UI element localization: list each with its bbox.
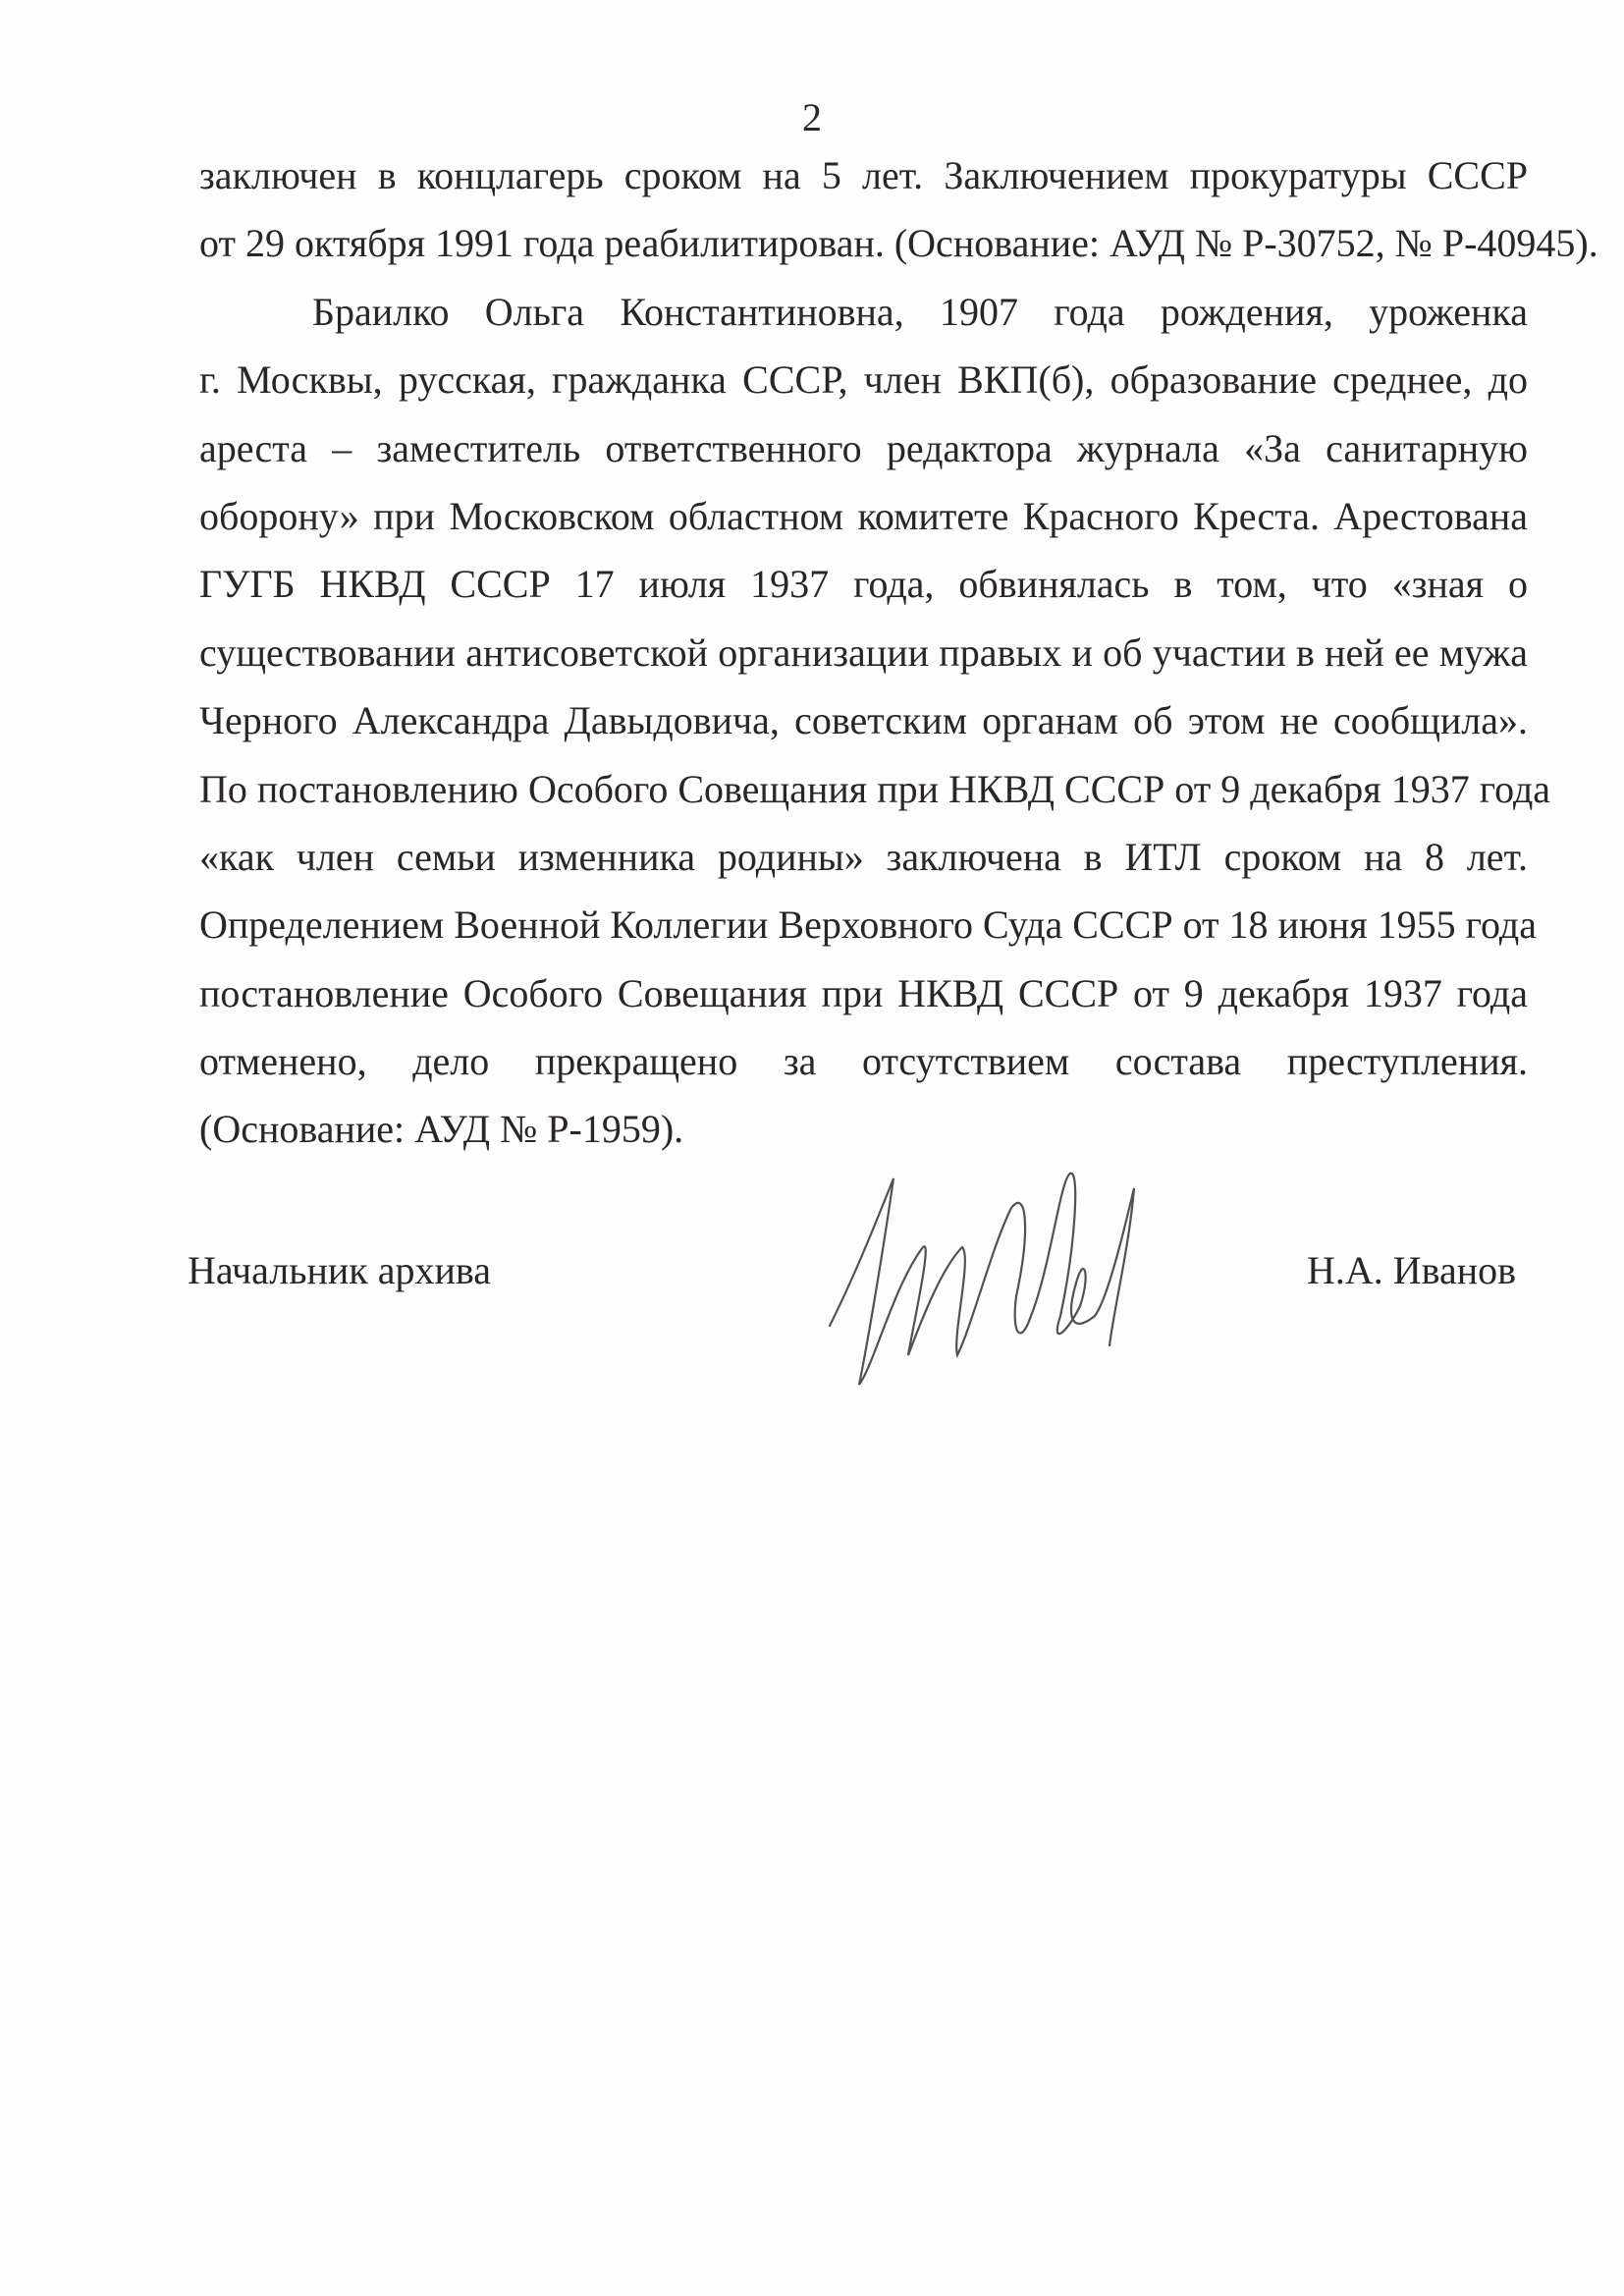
page-number: 2 (802, 95, 822, 139)
document-body (199, 141, 1598, 1164)
text-line: (Основание: АУД № Р-1959). (199, 1107, 684, 1152)
text-line: ареста – заместитель ответственного редактора журнала «За санитарную (199, 425, 1528, 470)
text-line: ГУГБ НКВД СССР 17 июля 1937 года, обвинялась в том, что «зная о (199, 562, 1528, 607)
text-line: заключен в концлагерь сроком на 5 лет. Заключением прокуратуры СССР (199, 153, 1528, 197)
text-line: Черного Александра Давыдовича, советским органам об этом не сообщила». (199, 698, 1528, 743)
text-line: По постановлению Особого Совещания при НКВД СССР от 9 декабря 1937 года (199, 766, 1551, 811)
text-line: отменено, дело прекращено за отсутствием состава преступления. (199, 1039, 1528, 1084)
text-line: существовании антисоветской организации правых и об участии в ней ее мужа (199, 629, 1528, 675)
signatory-position: Начальник архива (188, 1248, 491, 1292)
text-line: постановление Особого Совещания при НКВД СССР от 9 декабря 1937 года (199, 970, 1528, 1015)
handwritten-signature (815, 1169, 1237, 1414)
text-line: Определением Военной Коллегии Верховного Суда СССР от 18 июня 1955 года (199, 902, 1537, 948)
signatory-name: Н.А. Иванов (1307, 1248, 1517, 1292)
text-line: Браилко Ольга Константиновна, 1907 года рождения, уроженка (312, 289, 1528, 334)
text-line: г. Москвы, русская, гражданка СССР, член ВКП(б), образование среднее, до (199, 357, 1528, 403)
text-line: «как член семьи изменника родины» заключена в ИТЛ сроком на 8 лет. (199, 834, 1528, 879)
text-line: оборону» при Московском областном комитете Красного Креста. Арестована (199, 493, 1528, 538)
text-line: от 29 октября 1991 года реабилитирован. (Основание: АУД № Р-30752, № Р-40945). (199, 221, 1598, 266)
